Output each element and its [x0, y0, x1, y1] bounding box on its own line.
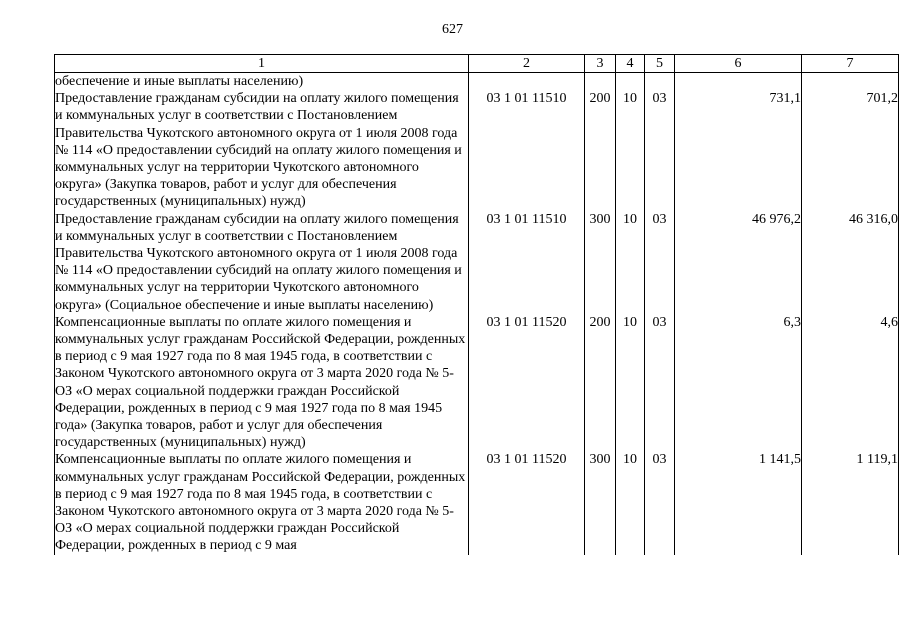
row-section — [616, 73, 645, 91]
row-subsection: 03 — [645, 90, 675, 210]
row-target-code: 03 1 01 11520 — [469, 314, 585, 452]
row-expense-type: 300 — [585, 211, 616, 314]
row-subsection — [645, 73, 675, 91]
column-header-3: 3 — [585, 55, 616, 73]
row-subsection: 03 — [645, 451, 675, 554]
row-amount-7: 701,2 — [802, 90, 899, 210]
row-section: 10 — [616, 211, 645, 314]
row-description: Компенсационные выплаты по оплате жилого помещения и коммунальных услуг гражданам Российской Федерации, рожденных в период с 9 мая 1927 года по 8 мая 1945 года, в соответствии с Законом Чукотского автономного округа от 3 марта 2020 года № 5-ОЗ «О мерах социальной поддержки граждан Российской Федерации, рожденных в период с 9 мая 1927 года по 8 мая 1945 года» (Закупка товаров, работ и услуг для обеспечения государственных (муниципальных) нужд) — [55, 314, 469, 452]
row-target-code — [469, 73, 585, 91]
row-description: Предоставление гражданам субсидии на оплату жилого помещения и коммунальных услуг в соответствии с Постановлением Правительства Чукотского автономного округа от 1 июля 2008 года № 114 «О предоставлении субсидий на оплату жилого помещения и коммунальных услуг на территории Чукотского автономного округа» (Социальное обеспечение и иные выплаты населению) — [55, 211, 469, 314]
row-section: 10 — [616, 90, 645, 210]
row-description: Компенсационные выплаты по оплате жилого помещения и коммунальных услуг гражданам Российской Федерации, рожденных в период с 9 мая 1927 года по 8 мая 1945 года, в соответствии с Законом Чукотского автономного округа от 3 марта 2020 года № 5-ОЗ «О мерах социальной поддержки граждан Российской Федерации, рожденных в период с 9 мая — [55, 451, 469, 554]
row-description: Предоставление гражданам субсидии на оплату жилого помещения и коммунальных услуг в соответствии с Постановлением Правительства Чукотского автономного округа от 1 июля 2008 года № 114 «О предоставлении субсидий на оплату жилого помещения и коммунальных услуг на территории Чукотского автономного округа» (Закупка товаров, работ и услуг для обеспечения государственных (муниципальных) нужд) — [55, 90, 469, 210]
row-amount-7: 1 119,1 — [802, 451, 899, 554]
row-expense-type: 200 — [585, 314, 616, 452]
header-row — [55, 55, 899, 73]
row-section: 10 — [616, 451, 645, 554]
table-row — [55, 211, 899, 314]
table-row — [55, 314, 899, 452]
row-amount-7: 4,6 — [802, 314, 899, 452]
row-subsection: 03 — [645, 314, 675, 452]
row-target-code: 03 1 01 11510 — [469, 211, 585, 314]
row-amount-6: 731,1 — [675, 90, 802, 210]
row-expense-type — [585, 73, 616, 91]
row-amount-6: 6,3 — [675, 314, 802, 452]
row-description: обеспечение и иные выплаты населению) — [55, 73, 469, 91]
table-row — [55, 451, 899, 554]
row-target-code: 03 1 01 11510 — [469, 90, 585, 210]
budget-table — [54, 54, 899, 555]
column-header-4: 4 — [616, 55, 645, 73]
row-target-code: 03 1 01 11520 — [469, 451, 585, 554]
row-amount-7 — [802, 73, 899, 91]
column-header-6: 6 — [675, 55, 802, 73]
row-amount-6: 1 141,5 — [675, 451, 802, 554]
row-expense-type: 300 — [585, 451, 616, 554]
table-body — [55, 73, 899, 555]
column-header-1: 1 — [55, 55, 469, 73]
row-amount-7: 46 316,0 — [802, 211, 899, 314]
row-amount-6 — [675, 73, 802, 91]
column-header-5: 5 — [645, 55, 675, 73]
row-section: 10 — [616, 314, 645, 452]
column-header-7: 7 — [802, 55, 899, 73]
page-number: 627 — [442, 22, 463, 37]
row-subsection: 03 — [645, 211, 675, 314]
table-row — [55, 73, 899, 91]
row-amount-6: 46 976,2 — [675, 211, 802, 314]
column-header-2: 2 — [469, 55, 585, 73]
table-header — [55, 55, 899, 73]
table-row — [55, 90, 899, 210]
row-expense-type: 200 — [585, 90, 616, 210]
